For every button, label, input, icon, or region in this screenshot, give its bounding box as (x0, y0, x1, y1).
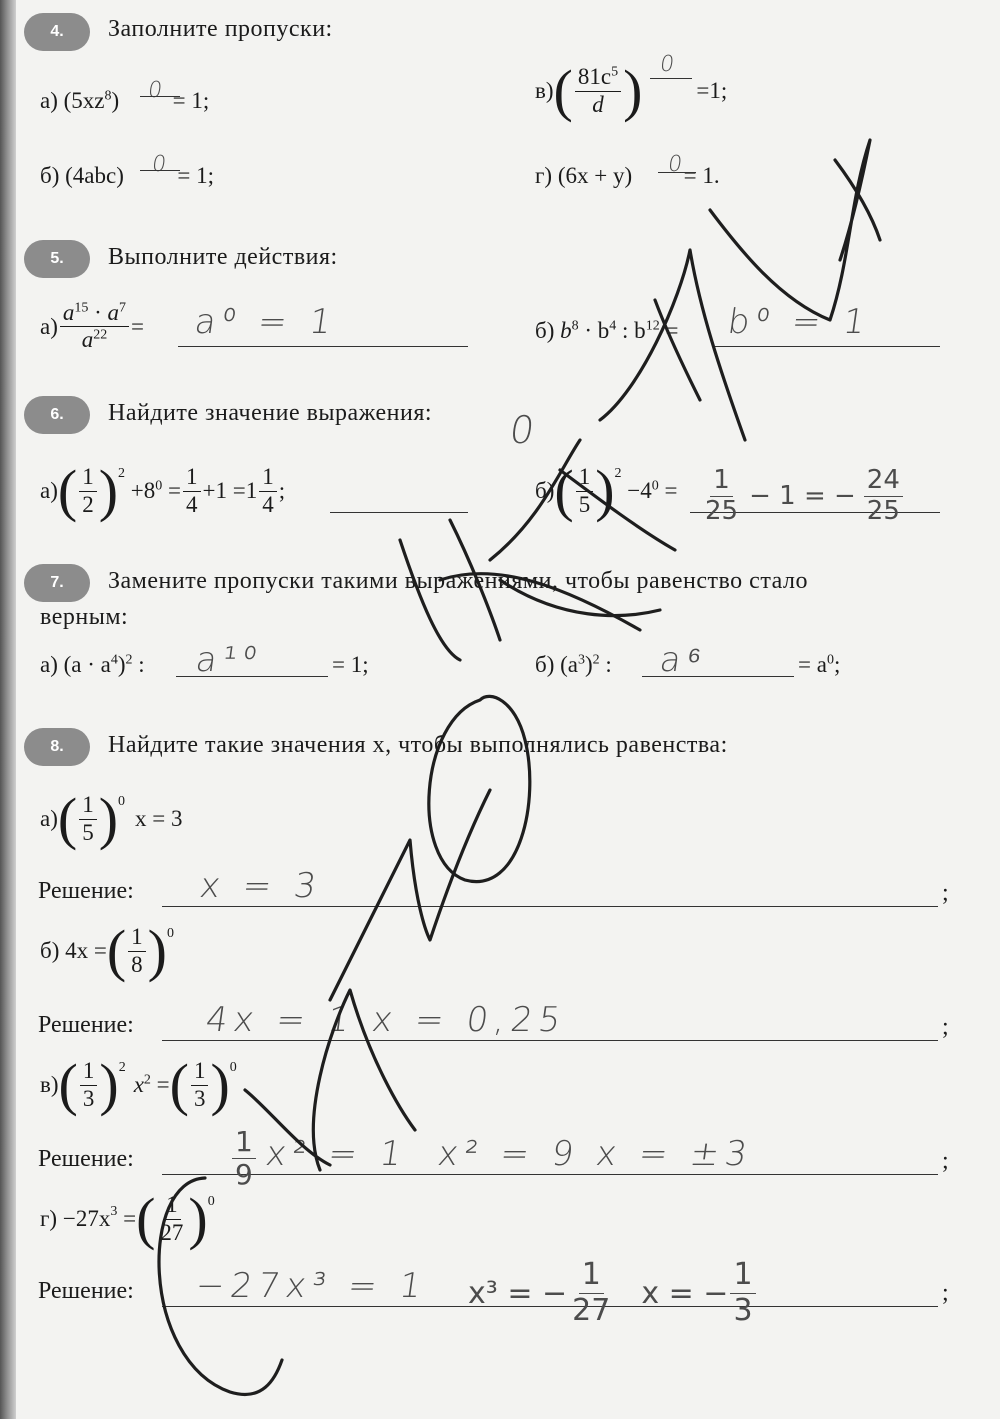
task-8a-solution-label: Решение: (38, 878, 134, 904)
task-4g-answer: 0 (666, 152, 690, 177)
task-7b-expression: б) $(a^3)^2$ : (535, 652, 612, 677)
task-8a-answer: x = 3 (197, 866, 325, 906)
task-6b-answer: $\frac{1}{25}$ − 1 = − $\frac{24}{25}$ (700, 466, 905, 527)
task-4v-expression: в) ( $\frac{81c^5}{d}$ ) =1; (535, 58, 728, 123)
task-8v-answer-frac: $\frac{1}{9}$ (230, 1126, 258, 1191)
task-4-number: 4. (24, 13, 90, 51)
task-4v-answer: 0 (658, 52, 682, 77)
task-4b-expression: б) (4abc) = 1; (40, 163, 214, 188)
task-7b-answer: a⁶ (657, 640, 710, 680)
task-4g-expression: г) (6x + y) = 1. (535, 163, 720, 188)
task-4-title: Заполните пропуски: (108, 16, 333, 42)
task-8b-semicolon: ; (942, 1014, 949, 1040)
task-5a-expression: а) $\frac{a^{15} \cdot a^7}{a^{22}}$ = (40, 300, 145, 353)
task-7-number: 7. (24, 564, 90, 602)
task-8b-solution-label: Решение: (38, 1012, 134, 1038)
task-8a-semicolon: ; (942, 880, 949, 906)
task-7a-expression: а) $(a \cdot a^4)^2$ : (40, 652, 145, 677)
task-7a-rhs: = 1; (332, 652, 369, 677)
task-8-number: 8. (24, 728, 90, 766)
task-8g-answer-b: x³ = − $\frac{1}{27}$ x = − $\frac{1}{3}$ (468, 1258, 758, 1328)
task-7a-answer: a¹⁰ (193, 640, 265, 680)
task-4a-answer: 0 (146, 78, 170, 103)
task-5-number: 5. (24, 240, 90, 278)
task-8v-expression: в) ( $\frac{1}{3}$ ) $^2$ $x^2$ = ( $\frac{1}{3}$ ) $^0$ (40, 1052, 237, 1117)
task-8v-semicolon: ; (942, 1148, 949, 1174)
task-5-title: Выполните действия: (108, 244, 338, 270)
task-6a-expression: а) ( $\frac{1}{2}$ ) $^2$ $+8^0$ = $\frac{1}{4}$ +1 =1 $\frac{1}{4}$ ; (40, 458, 286, 523)
task-4b-answer: 0 (150, 152, 174, 177)
task-8g-solution-label: Решение: (38, 1278, 134, 1304)
task-6-title: Найдите значение выражения: (108, 400, 433, 426)
task-8g-expression: г) −27x $^3$ = ( $\frac{1}{27}$ ) $^0$ (40, 1186, 215, 1251)
task-6-number: 6. (24, 396, 90, 434)
task-6b-expression: б) ( $\frac{1}{5}$ ) $^2$ $-4^0$ = (535, 458, 678, 523)
task-8a-expression: а) ( $\frac{1}{5}$ ) $^0$ x = 3 (40, 786, 183, 851)
task-8b-answer: 4x = 1 x = 0,25 (203, 1000, 570, 1040)
task-8g-semicolon: ; (942, 1280, 949, 1306)
task-7b-rhs: = $a^0$; (798, 652, 841, 677)
task-7-title-cont: верным: (40, 604, 129, 630)
task-8v-solution-label: Решение: (38, 1146, 134, 1172)
task-5b-expression: б) $b^8 \cdot b^4$ : $b^{12}$ = (535, 318, 679, 343)
task-5a-answer: a⁰ = 1 (192, 302, 341, 342)
task-7-title: Замените пропуски такими выражениями, чтобы равенство стало (108, 568, 808, 594)
task-8-title: Найдите такие значения x, чтобы выполнялись равенства: (108, 732, 728, 758)
task-8v-answer-b: x² = 9 x = ±3 (435, 1134, 756, 1174)
task-8g-answer-a: −27x³ = 1 (193, 1266, 431, 1306)
task-5b-answer: b⁰ = 1 (725, 302, 874, 342)
task-8b-expression: б) 4x = ( $\frac{1}{8}$ ) $^0$ (40, 918, 174, 983)
task-8v-answer-a: x² = 1 (263, 1134, 411, 1174)
task-4a-expression: а) $(5xz^8) = 1$; (40, 88, 210, 113)
task-6-handwritten-note: 0 (506, 408, 544, 452)
